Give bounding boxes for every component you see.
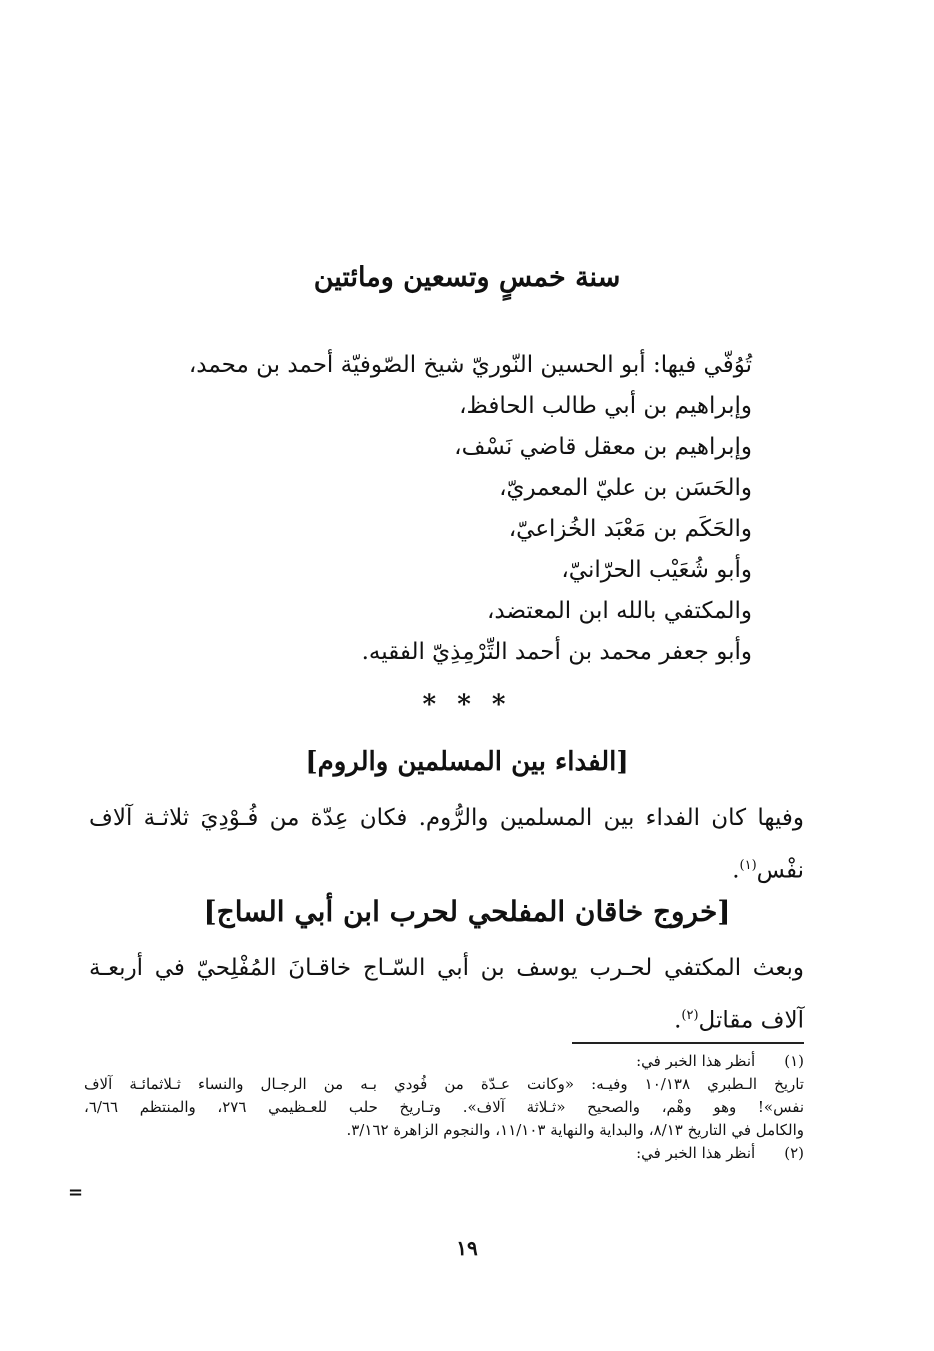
death-entry: والمكتفي بالله ابن المعتضد، [486, 598, 752, 624]
paragraph-khaqan [89, 944, 804, 1045]
paragraph-ransom [89, 794, 804, 895]
section-heading-khaqan: [خروج خاقان المفلحي لحرب ابن أبي الساج] [203, 895, 731, 928]
section-separator: * * * [422, 690, 512, 720]
footnote-1-intro: أنظر هذا الخبر في: [636, 1052, 756, 1070]
footnote-2-mark: (٢) [784, 1144, 804, 1162]
footnote-ref-1[interactable]: (١) [739, 858, 757, 873]
paragraph-line: وبعث المكتفي لحـرب يوسف بن أبي السّـاج خاقـانَ المُفْلِحيّ في أربعـة [89, 955, 804, 981]
deaths-list [152, 345, 752, 673]
footnote-1-line: والكامل في التاريخ ٨/١٣، والبداية والنهاية ١١/١٠٣، والنجوم الزاهرة ٣/١٦٢. [346, 1121, 804, 1139]
paragraph-end: . [674, 1007, 682, 1034]
section-heading-ransom: [الفداء بين المسلمين والروم] [305, 747, 629, 777]
footnote-1-mark: (١) [784, 1052, 804, 1070]
footnote-1-line: تاريخ الـطبري ١٠/١٣٨ وفيـه: «وكانت عـدّة من فُودي بـه من الرجـال والنساء ثـلاثمائـة آلاف [84, 1075, 804, 1093]
paragraph-line: وفيها كان الفداء بين المسلمين والرُّوم. فكان عِدّة من فُـوْدِيَ ثلاثـة آلاف [89, 805, 804, 831]
footnote-1-header [84, 1050, 804, 1073]
death-entry: وإبراهيم بن أبي طالب الحافظ، [459, 393, 752, 419]
page-title: سنة خمسٍ وتسعين ومائتين [313, 262, 621, 293]
paragraph-text: نفْس [756, 857, 804, 884]
footnote-1-line: نفس»! وهو وهْم، والصحيح «ثـلاثة آلاف». وتـاريخ حلب للعـظيمي ٢٧٦، والمنتظم ٦/٦٦، [84, 1098, 804, 1116]
death-entry: والحَسَن بن عليّ المعمريّ، [499, 475, 752, 501]
page-number: ١٩ [456, 1236, 478, 1260]
footnotes [84, 1050, 804, 1165]
paragraph-end: . [732, 857, 740, 884]
footnote-2-header [84, 1142, 804, 1165]
death-entry: والحَكَم بن مَعْبَد الخُزاعيّ، [508, 516, 752, 542]
death-entry: وإبراهيم بن معقل قاضي نَسْف، [454, 434, 752, 460]
continuation-mark: = [68, 1182, 84, 1203]
death-entry: تُوُفّي فيها: أبو الحسين النّوريّ شيخ الصّوفيّة أحمد بن محمد، [188, 352, 752, 378]
paragraph-line-last [89, 992, 804, 1045]
paragraph-line-last [89, 842, 804, 895]
footnote-2-intro: أنظر هذا الخبر في: [636, 1144, 756, 1162]
footnote-divider [572, 1042, 804, 1044]
footnote-ref-2[interactable]: (٢) [681, 1008, 699, 1023]
death-entry: وأبو شُعَيْب الحرّانيّ، [561, 557, 752, 583]
death-entry: وأبو جعفر محمد بن أحمد التِّرْمِذِيّ الفقيه. [361, 639, 752, 665]
paragraph-text: آلاف مقاتل [698, 1007, 804, 1034]
